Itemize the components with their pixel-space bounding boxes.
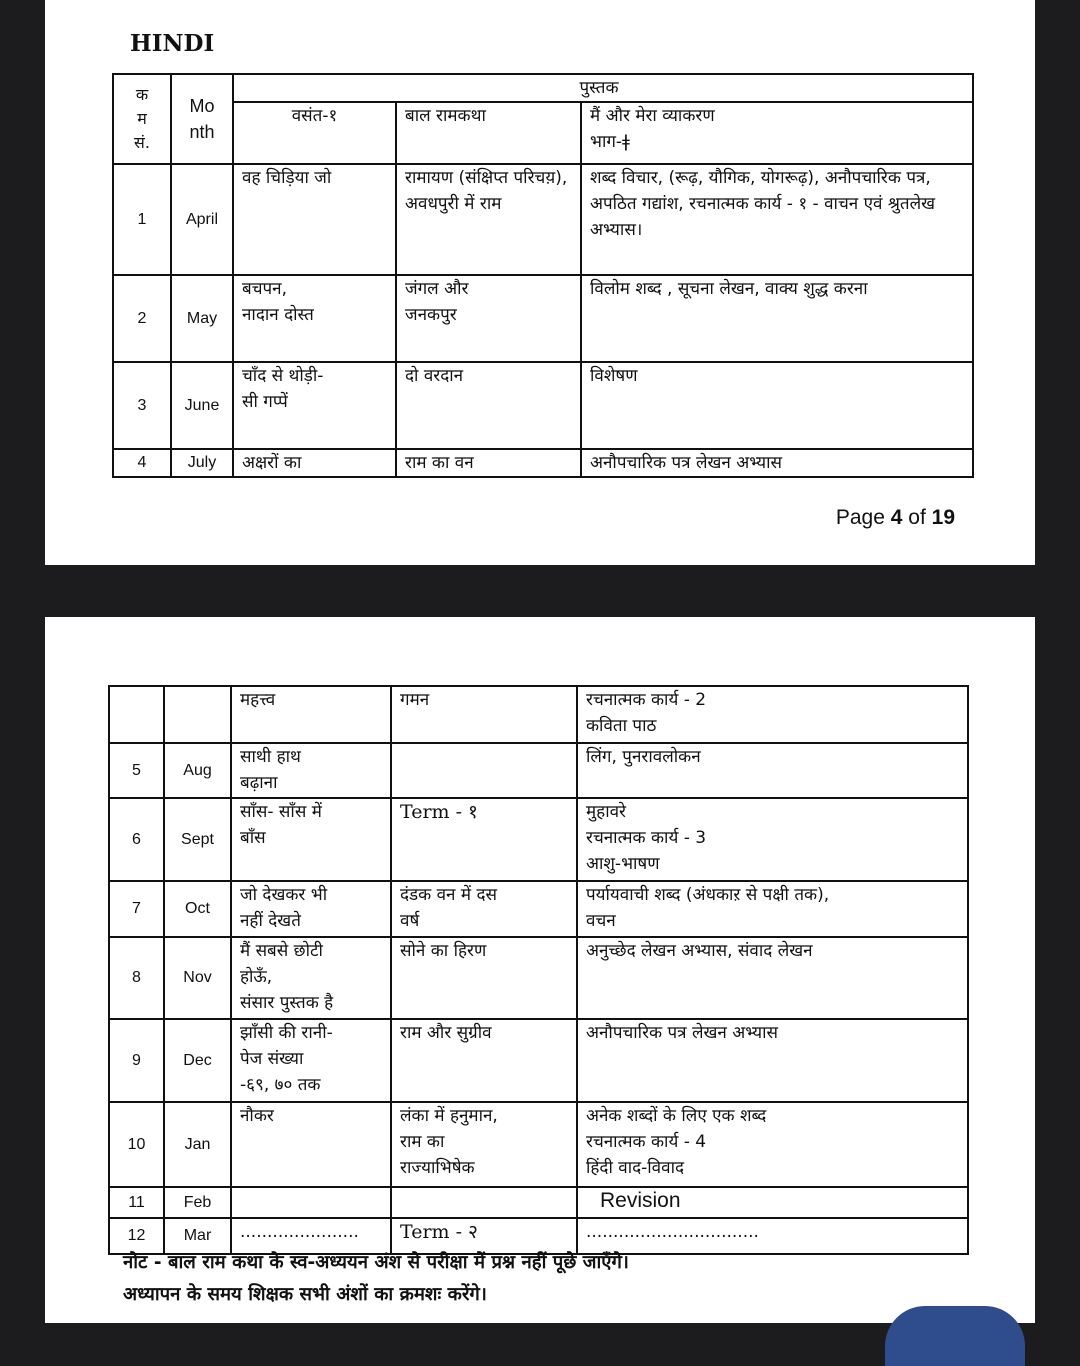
book3-cell: विशेषण [581,362,973,449]
month-cell: Jan [164,1102,231,1187]
header-book-vasant: वसंत-१ [233,102,396,164]
page-total: 19 [931,506,955,529]
book1-cell: वह चिड़िया जो [233,164,396,275]
book1-cell: बचपन, नादान दोस्त [233,275,396,362]
month-cell: Nov [164,937,231,1019]
month-cell: June [171,362,233,449]
book1-cell: साँस- साँस में बाँस [231,798,391,881]
serial-cell: 9 [109,1019,164,1102]
book3-cell: पर्यायवाची शब्द (अंधकाऱ से पक्षी तक), वचन [577,881,968,937]
table-row [113,164,973,275]
document-page-4 [45,0,1035,565]
document-page-5 [45,617,1035,1323]
book2-cell: रामायण (संक्षिप्त परिचय़), अवधपुरी में राम [396,164,581,275]
book2-cell: जंगल और जनकपुर [396,275,581,362]
book2-cell [391,1187,577,1218]
serial-cell [109,686,164,743]
book1-cell: मैं सबसे छोटी होऊँ, संसार पुस्तक है [231,937,391,1019]
book3-cell: मुहावरे रचनात्मक कार्य - 3 आशु-भाषण [577,798,968,881]
book3-cell: लिंग, पुनरावलोकन [577,743,968,798]
serial-cell: 7 [109,881,164,937]
month-cell: Dec [164,1019,231,1102]
book1-cell: जो देखकर भी नहीं देखते [231,881,391,937]
month-cell [164,686,231,743]
serial-cell: 12 [109,1218,164,1254]
serial-cell: 5 [109,743,164,798]
serial-cell: 3 [113,362,171,449]
note [123,1247,629,1311]
month-cell: May [171,275,233,362]
subject-title: HINDI [130,30,215,57]
table-header-row [113,102,973,164]
table-row [109,743,968,798]
month-cell: Aug [164,743,231,798]
book3-cell: विलोम शब्द , सूचना लेखन, वाक्य शुद्ध करना [581,275,973,362]
serial-cell: 10 [109,1102,164,1187]
book2-cell: Term - १ [391,798,577,881]
book1-cell: झाँसी की रानी- पेज संख्या -६९, ७० तक [231,1019,391,1102]
table-row [109,1019,968,1102]
note-line-2: अध्यापन के समय शिक्षक सभी अंशों का क्रमशः करेंगे। [123,1284,487,1305]
syllabus-table-part2 [108,685,969,1255]
book2-cell: राम और सुग्रीव [391,1019,577,1102]
month-cell: Feb [164,1187,231,1218]
book1-cell: नौकर [231,1102,391,1187]
table-row [109,1102,968,1187]
table-row [109,798,968,881]
book2-cell: राम का वन [396,449,581,477]
floating-action-button[interactable] [885,1306,1025,1366]
header-month: Mo nth [171,74,233,164]
book3-cell: अनेक शब्दों के लिए एक शब्द रचनात्मक कार्य - 4 हिंदी वाद-विवाद [577,1102,968,1187]
book2-cell: लंका में हनुमान, राम का राज्याभिषेक [391,1102,577,1187]
month-cell: Mar [164,1218,231,1254]
table-row [109,937,968,1019]
header-books: पुस्तक [233,74,973,102]
book3-cell: ................................ [577,1218,968,1254]
serial-cell: 11 [109,1187,164,1218]
table-row [113,275,973,362]
serial-cell: 8 [109,937,164,1019]
table-row [113,362,973,449]
book2-cell: सोने का हिरण [391,937,577,1019]
table-header-row [113,74,973,102]
book1-cell: चाँद से थोड़ी- सी गप्पें [233,362,396,449]
page-current: 4 [890,506,903,529]
book2-cell [391,743,577,798]
book3-cell: रचनात्मक कार्य - 2 कविता पाठ [577,686,968,743]
book3-cell: Revision [577,1187,968,1218]
book1-cell: ...................... [231,1218,391,1254]
book2-cell: गमन [391,686,577,743]
table-row [109,686,968,743]
syllabus-table-part1 [112,73,974,478]
serial-cell: 2 [113,275,171,362]
serial-cell: 1 [113,164,171,275]
book3-cell: अनौपचारिक पत्र लेखन अभ्यास [577,1019,968,1102]
book1-cell [231,1187,391,1218]
book1-cell: अक्षरों का [233,449,396,477]
book3-cell: अनौपचारिक पत्र लेखन अभ्यास [581,449,973,477]
header-serial: क म सं. [113,74,171,164]
page-of: of [902,506,932,529]
book2-cell: दंडक वन में दस वर्ष [391,881,577,937]
month-cell: April [171,164,233,275]
header-book-vyakaran: मैं और मेरा व्याकरण भाग-ǂ [581,102,973,164]
book2-cell: Term - २ [391,1218,577,1254]
table-row [113,449,973,477]
month-cell: July [171,449,233,477]
serial-cell: 6 [109,798,164,881]
note-line-1: नोट - बाल राम कथा के स्व-अध्ययन अंश से परीक्षा में प्रश्न नहीं पूछे जाएँगे। [123,1252,629,1273]
month-cell: Sept [164,798,231,881]
serial-cell: 4 [113,449,171,477]
book3-cell: शब्द विचार, (रूढ़, यौगिक, योगरूढ़), अनौपचारिक पत्र, अपठित गद्यांश, रचनात्मक कार्य - १ - वाचन एवं श्रुतलेख अभ्यास। [581,164,973,275]
table-row [109,881,968,937]
book1-cell: महत्त्व [231,686,391,743]
book2-cell: दो वरदान [396,362,581,449]
book3-cell: अनुच्छेद लेखन अभ्यास, संवाद लेखन [577,937,968,1019]
month-cell: Oct [164,881,231,937]
table-row [109,1187,968,1218]
book1-cell: साथी हाथ बढ़ाना [231,743,391,798]
header-book-balramkatha: बाल रामकथा [396,102,581,164]
page-number [836,506,955,530]
page-label: Page [835,506,891,529]
